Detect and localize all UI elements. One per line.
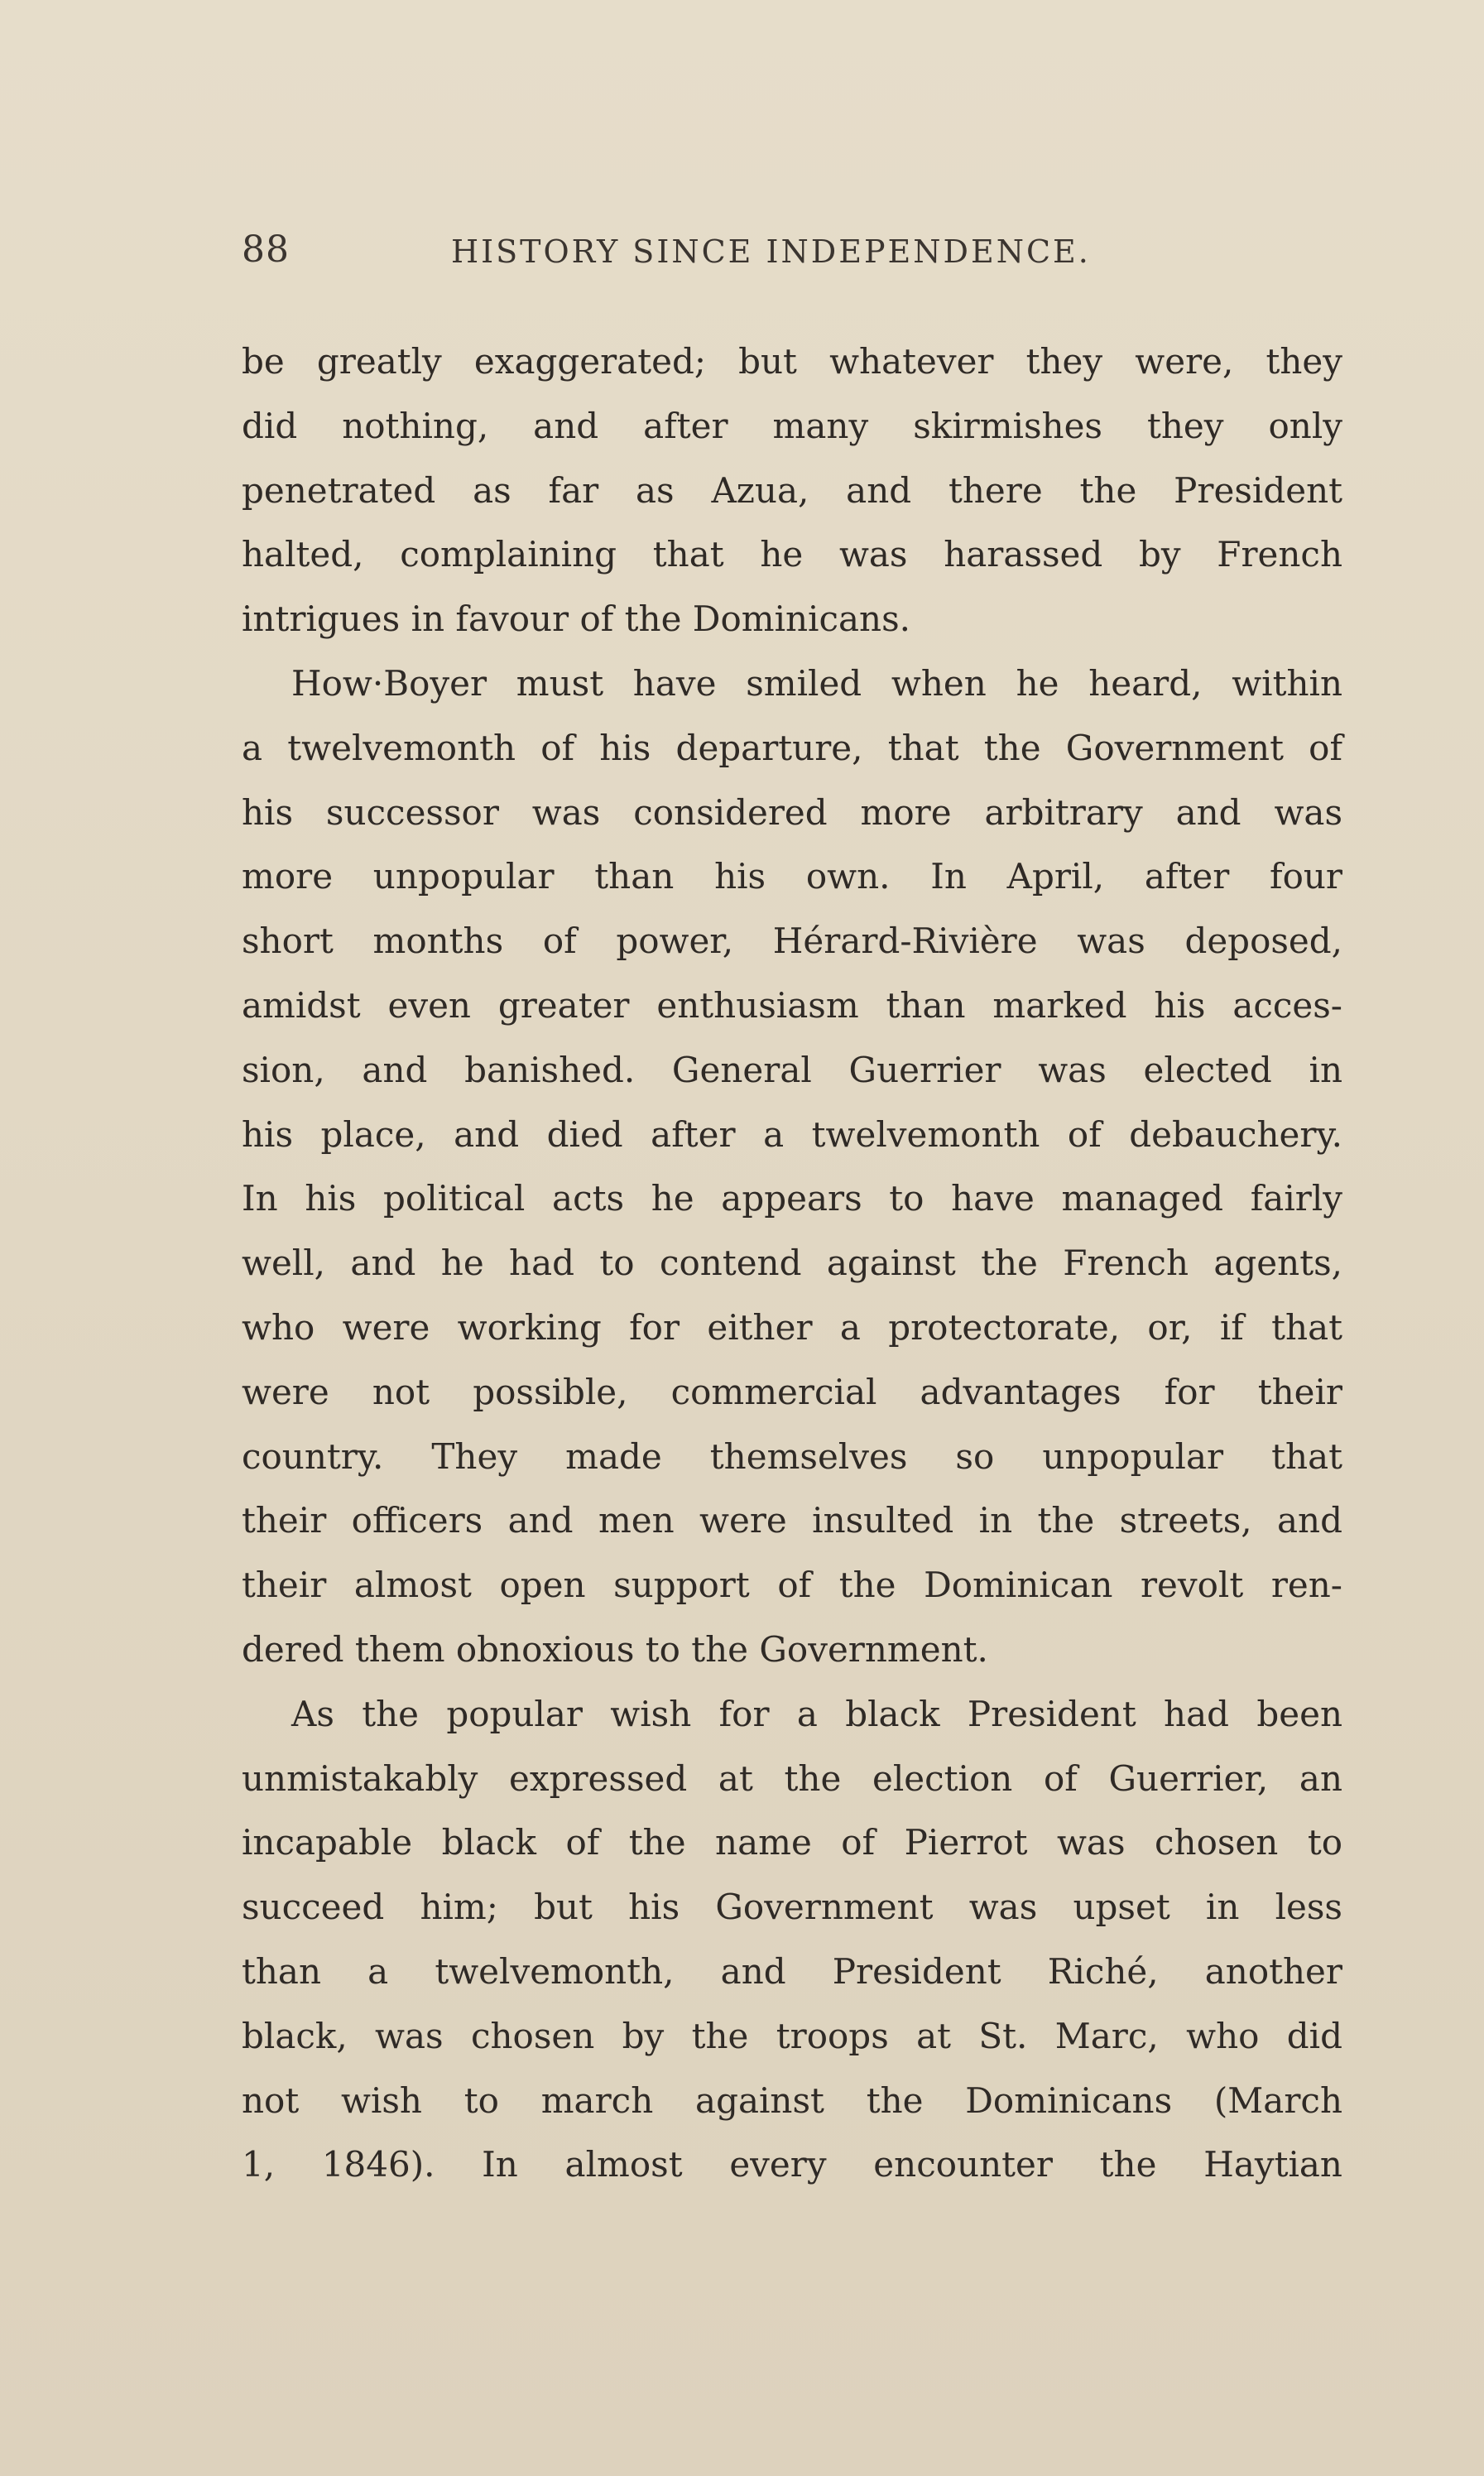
text-line: sion, and banished. General Guerrier was elected in: [242, 1049, 1342, 1090]
text-line: country. They made themselves so unpopular that: [242, 1435, 1342, 1477]
text-line: incapable black of the name of Pierrot was chosen to: [242, 1822, 1342, 1863]
text-line: not wish to march against the Dominicans (March: [242, 2079, 1342, 2121]
text-line: more unpopular than his own. In April, after four: [242, 856, 1342, 897]
text-line: short months of power, Hérard-Rivière was deposed,: [242, 921, 1342, 962]
text-line: In his political acts he appears to have managed fairly: [242, 1178, 1342, 1219]
text-line: well, and he had to contend against the French agents,: [242, 1243, 1342, 1284]
text-line: be greatly exaggerated; but whatever they were, they: [242, 341, 1342, 382]
text-line: than a twelvemonth, and President Riché, another: [242, 1950, 1342, 1992]
text-line: As the popular wish for a black President had been: [291, 1693, 1342, 1734]
text-line: black, was chosen by the troops at St. Marc, who did: [242, 2015, 1342, 2056]
text-line: their almost open support of the Dominican revolt ren-: [242, 1565, 1342, 1606]
text-line: his successor was considered more arbitrary and was: [242, 791, 1342, 833]
text-line: succeed him; but his Government was upset in less: [242, 1887, 1342, 1928]
text-line: their officers and men were insulted in the streets, and: [242, 1500, 1342, 1541]
text-line: a twelvemonth of his departure, that the Government of: [242, 727, 1342, 768]
text-line: unmistakably expressed at the election of Guerrier, an: [242, 1757, 1342, 1799]
text-line: who were working for either a protectorate, or, if that: [242, 1306, 1342, 1348]
page-number: 88: [242, 228, 290, 271]
text-line: his place, and died after a twelvemonth of debauchery.: [242, 1113, 1342, 1155]
text-line: amidst even greater enthusiasm than marked his acces-: [242, 984, 1342, 1026]
text-line: 1, 1846). In almost every encounter the Haytian: [242, 2144, 1342, 2185]
text-line: How·Boyer must have smiled when he heard, within: [291, 662, 1342, 704]
text-line: halted, complaining that he was harassed by French: [242, 534, 1342, 575]
text-line: were not possible, commercial advantages for their: [242, 1371, 1342, 1412]
running-head: HISTORY SINCE INDEPENDENCE.: [451, 233, 1091, 270]
text-line: dered them obnoxious to the Government.: [242, 1628, 988, 1670]
page-header: [242, 228, 1342, 286]
text-line: penetrated as far as Azua, and there the President: [242, 469, 1342, 511]
text-line: intrigues in favour of the Dominicans.: [242, 599, 911, 640]
text-line: did nothing, and after many skirmishes they only: [242, 405, 1342, 446]
body-text: [242, 329, 1342, 2197]
